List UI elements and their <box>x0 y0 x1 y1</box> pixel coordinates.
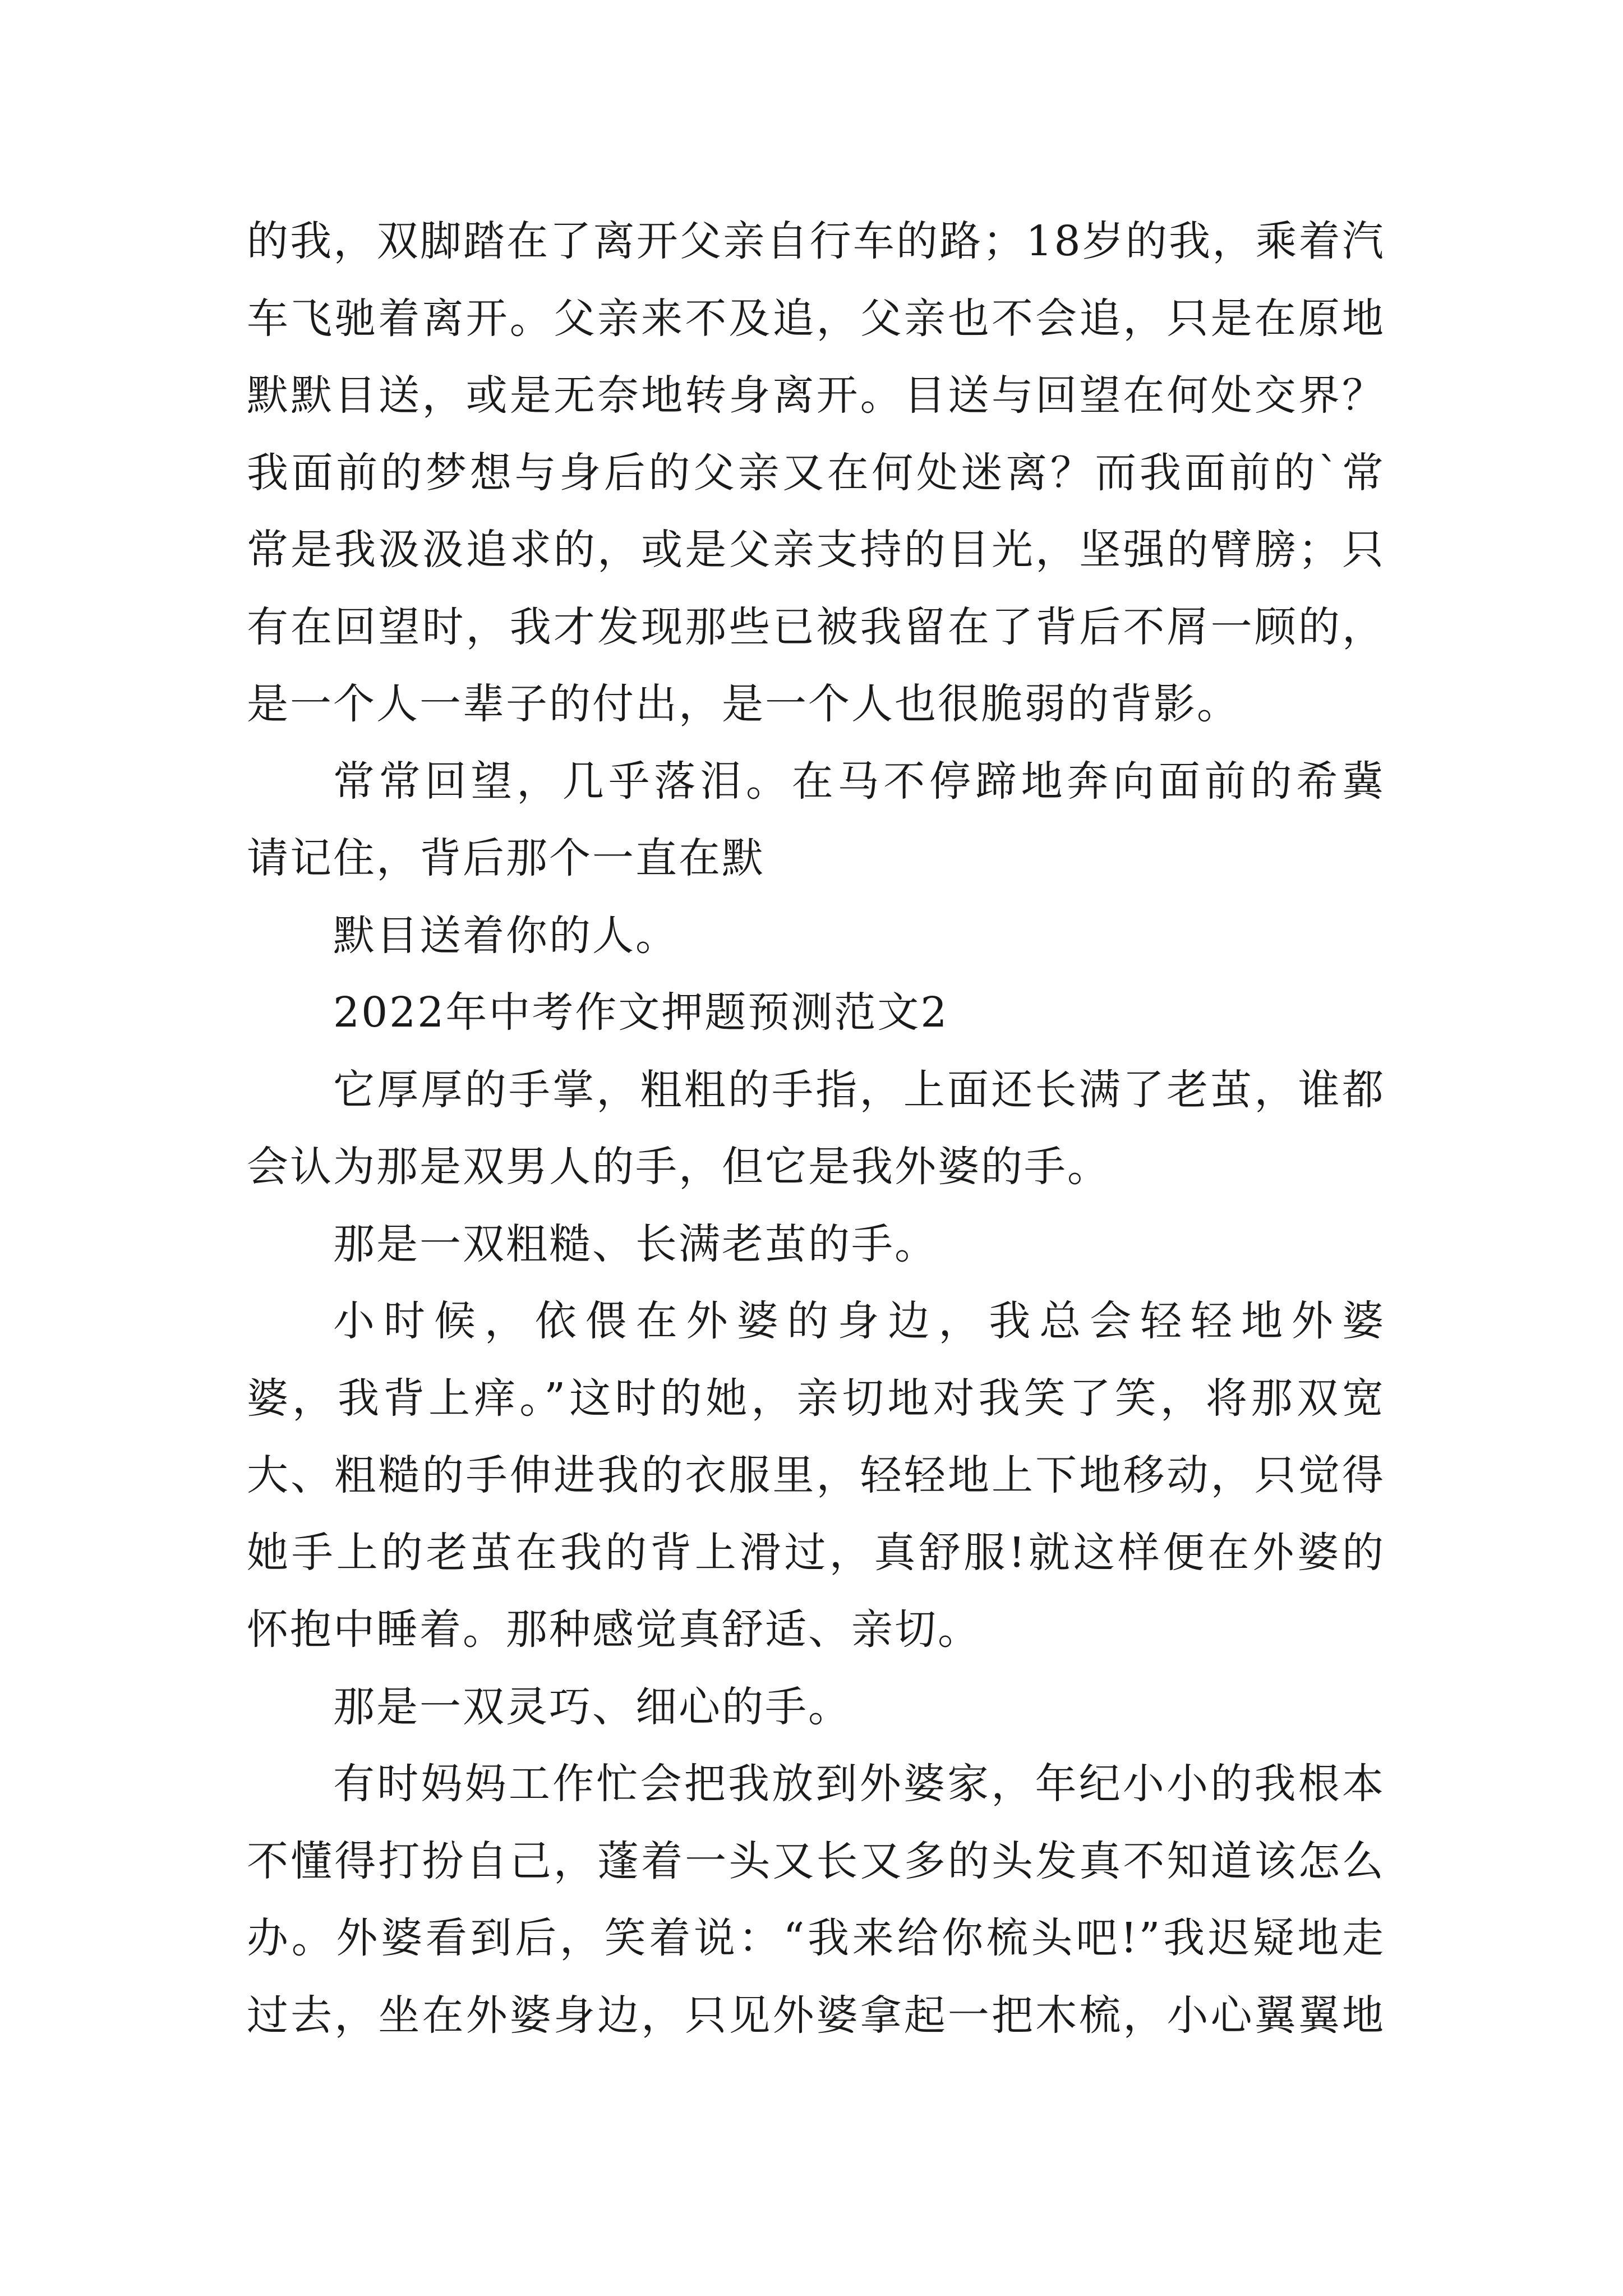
text-line: 默目送着你的人。 <box>333 911 679 960</box>
text-line: 会认为那是双男人的手，但它是我外婆的手。 <box>247 1143 1110 1191</box>
text-line: 过去，坐在外婆身边，只见外婆拿起一把木梳，小心翼翼地 <box>247 1991 1385 2040</box>
text-line: 默默目送，或是无奈地转身离开。目送与回望在何处交界？ <box>247 371 1385 420</box>
text-line: 常常回望，几乎落泪。在马不停蹄地奔向面前的希冀 <box>333 757 1385 806</box>
text-line: 是一个人一辈子的付出，是一个人也很脆弱的背影。 <box>247 680 1240 728</box>
text-line: 车飞驰着离开。父亲来不及追，父亲也不会追，只是在原地 <box>247 294 1385 343</box>
text-line: 她手上的老茧在我的背上滑过，真舒服!就这样便在外婆的 <box>247 1528 1385 1577</box>
text-line: 常是我汲汲追求的，或是父亲支持的目光，坚强的臂膀；只 <box>247 526 1385 574</box>
article-body <box>247 203 1385 2054</box>
text-line: 它厚厚的手掌，粗粗的手指，上面还长满了老茧，谁都 <box>333 1065 1385 1114</box>
text-line: 办。外婆看到后，笑着说：“我来给你梳头吧!”我迟疑地走 <box>247 1914 1385 1962</box>
text-line: 我面前的梦想与身后的父亲又在何处迷离？而我面前的`常 <box>247 448 1385 497</box>
text-line: 2022年中考作文押题预测范文2 <box>333 988 949 1037</box>
text-line: 有在回望时，我才发现那些已被我留在了背后不屑一顾的， <box>247 602 1385 651</box>
text-line: 婆，我背上痒。”这时的她，亲切地对我笑了笑，将那双宽 <box>247 1374 1385 1423</box>
text-line: 的我，双脚踏在了离开父亲自行车的路；18岁的我，乘着汽 <box>247 217 1385 265</box>
text-line: 那是一双灵巧、细心的手。 <box>333 1682 851 1731</box>
text-line: 大、粗糙的手伸进我的衣服里，轻轻地上下地移动，只觉得 <box>247 1451 1385 1499</box>
text-line: 有时妈妈工作忙会把我放到外婆家，年纪小小的我根本 <box>333 1760 1385 1808</box>
text-line: 小时候，依偎在外婆的身边，我总会轻轻地外婆 <box>333 1297 1385 1345</box>
text-line: 怀抱中睡着。那种感觉真舒适、亲切。 <box>247 1605 981 1654</box>
text-line: 请记住，背后那个一直在默 <box>247 834 765 882</box>
text-line: 不懂得打扮自己，蓬着一头又长又多的头发真不知道该怎么 <box>247 1837 1385 1885</box>
text-line: 那是一双粗糙、长满老茧的手。 <box>333 1220 938 1268</box>
